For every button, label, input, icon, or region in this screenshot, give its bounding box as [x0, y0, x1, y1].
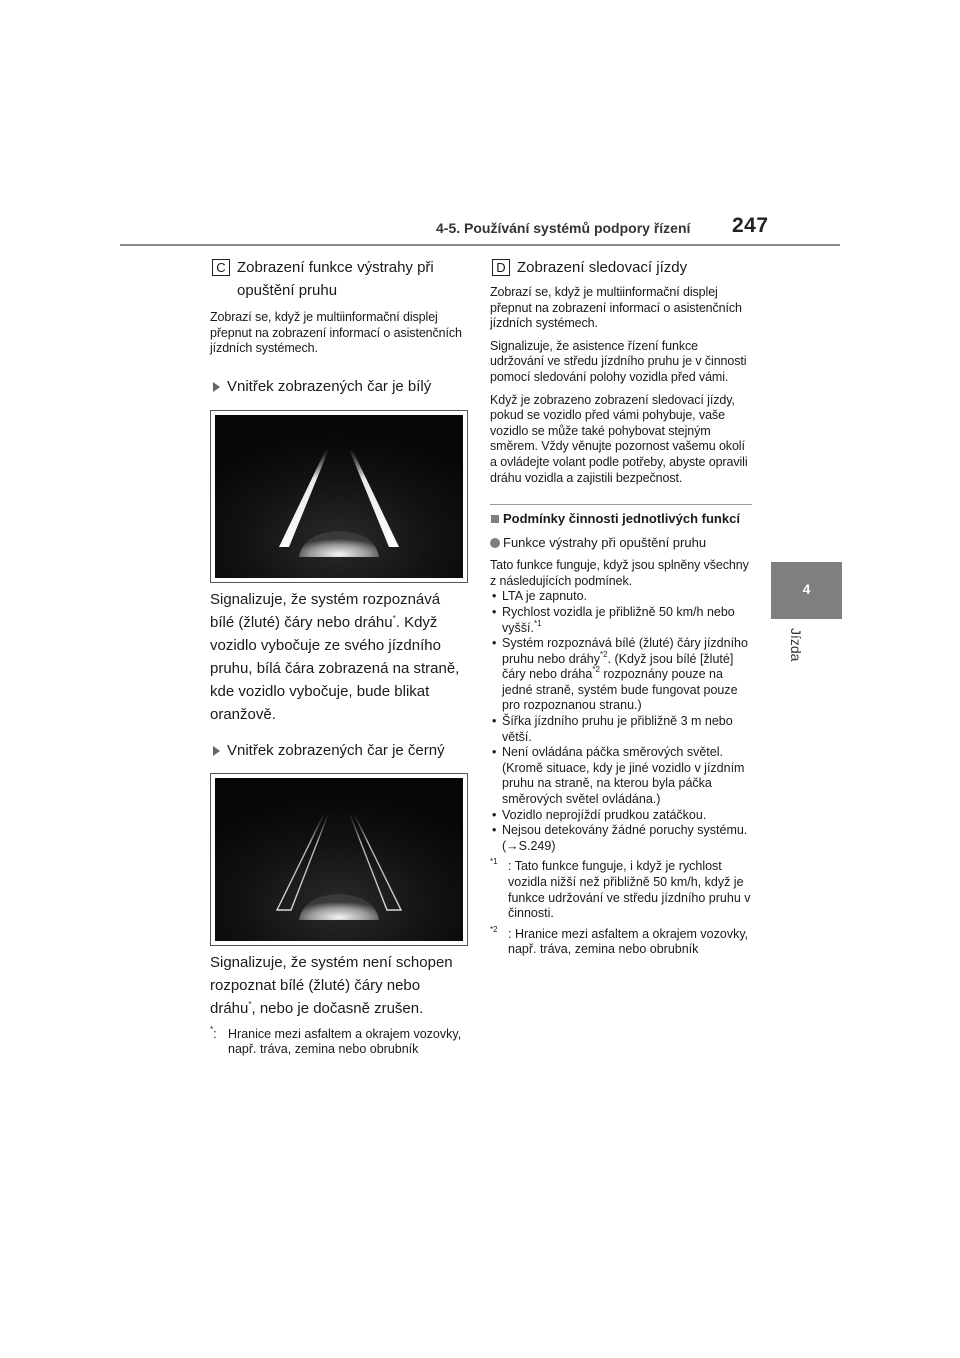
list-item: • Rychlost vozidla je přibližně 50 km/h nebo vyšší.$^{*1}$ [490, 605, 752, 636]
item1-text-a: Signalizuje, že systém rozpoznává bílé (žluté) čáry nebo dráhu [210, 590, 441, 631]
display-figure-black-lines [210, 773, 468, 946]
section-c-heading [210, 256, 468, 302]
right-footnote-2: $^{*2}$ : Hranice mezi asfaltem a okrajem vozovky, např. tráva, zemina nebo obrubník [490, 927, 752, 958]
item-white-lines-text [210, 588, 468, 726]
item-black-lines-text [210, 951, 468, 1020]
chapter-label-text: Jízda [788, 628, 804, 662]
section-d-p3: Když je zobrazeno zobrazení sledovací jízdy, pokud se vozidlo před vámi pohybuje, vaše vozidlo se může také pohybovat stejným směrem. Vždy věnujte pozornost vašemu okolí a ovládejte volant podle potřeby, abyste opravili dráhu vozidla a zajistili bezpečnost. [490, 392, 748, 485]
left-footnote-text: Hranice mezi asfaltem a okrajem vozovky, např. tráva, zemina nebo obrubník [228, 1026, 462, 1057]
left-footnote [210, 1024, 468, 1058]
lane-display-white-illustration [215, 415, 463, 578]
page-number: 247 [732, 214, 769, 237]
conditions-intro: Tato funkce funguje, když jsou splněny všechny z následujících podmínek. [490, 558, 749, 588]
section-c-title: Zobrazení funkce výstrahy při opuštění pruhu [237, 259, 434, 299]
list-item: • Nejsou detekovány žádné poruchy systému. (→S.249) [490, 823, 752, 854]
item2-text-a: Signalizuje, že systém není schopen rozpoznat bílé (žluté) čáry nebo dráhu [210, 953, 453, 1017]
item1-text-b: . Když vozidlo vybočuje ze svého jízdního pruhu, bílá čára zobrazená na straně, kde vozidlo vybočuje, bude blikat oranžově. [210, 613, 460, 723]
subsection-rule [490, 504, 752, 505]
item-black-lines [213, 740, 468, 762]
footnote-1-text: : Tato funkce funguje, i když je rychlost vozidla nižší než přibližně 50 km/h, když je funkce udržování ve středu jízdního pruhu v činnosti. [508, 859, 751, 921]
section-d-title: Zobrazení sledovací jízdy [517, 259, 688, 276]
left-column [210, 256, 468, 1058]
function-title: Funkce výstrahy při opuštění pruhu [503, 535, 707, 551]
item-black-lines-label: Vnitřek zobrazených čar je černý [227, 741, 445, 759]
item1-footnote-ref: * [392, 613, 396, 623]
chapter-tab [771, 562, 842, 619]
triangle-bullet-icon [213, 382, 220, 392]
chapter-number: 4 [802, 581, 811, 597]
triangle-bullet-icon [213, 746, 220, 756]
right-column [490, 256, 752, 958]
function-heading [490, 535, 752, 551]
conditions-list [490, 589, 752, 854]
page-reference-arrow: → [506, 838, 519, 853]
lane-display-black-illustration [215, 778, 463, 941]
section-d-letter: D [492, 259, 510, 276]
list-item: • Není ovládána páčka směrových světel. (Kromě situace, kdy je jiné vozidlo v jízdním pruhu na straně, na kterou byla páčka směrových světel ovládána.) [490, 745, 752, 807]
item-white-lines [213, 376, 468, 398]
subsection-title: Podmínky činnosti jednotlivých funkcí [503, 511, 740, 527]
list-item: • Šířka jízdního pruhu je přibližně 3 m nebo větší. [490, 714, 752, 745]
section-d-p1: Zobrazí se, když je multiinformační displej přepnut na zobrazení informací o asistenčních jízdních systémech. [490, 285, 742, 331]
list-item: • Vozidlo neprojíždí prudkou zatáčkou. [490, 808, 752, 824]
item2-footnote-ref: * [248, 999, 252, 1009]
display-figure-white-lines [210, 410, 468, 583]
chapter-label [788, 628, 808, 688]
right-footnote-1: $^{*1}$ : Tato funkce funguje, i když je rychlost vozidla nižší než přibližně 50 km/h, když je funkce udržování ve středu jízdního pruhu v činnosti. [490, 857, 751, 921]
item2-text-b: , nebo je dočasně zrušen. [251, 999, 424, 1017]
footnote-2-text: : Hranice mezi asfaltem a okrajem vozovky, např. tráva, zemina nebo obrubník [508, 926, 749, 957]
square-bullet-icon [491, 515, 499, 523]
subsection-heading [490, 511, 752, 527]
circle-bullet-icon [490, 538, 500, 548]
list-item: • Systém rozpoznává bílé (žluté) čáry jízdního pruhu nebo dráhy$^{*2}$. (Když jsou bílé [žluté] čáry nebo dráha$^{*2}$ rozpoznány pouze na jedné straně, systém bude fungovat pouze pro rozpoznanou stranu.) [490, 636, 752, 714]
section-d-heading [490, 256, 752, 279]
section-header-title: 4-5. Používání systémů podpory řízení [436, 220, 691, 236]
header-rule [120, 244, 840, 246]
left-footnote-mark: *: [210, 1024, 217, 1041]
section-d-p2: Signalizuje, že asistence řízení funkce udržování ve středu jízdního pruhu je v činnosti pomocí sledování polohy vozidla před vámi. [490, 338, 747, 384]
list-item: • LTA je zapnuto. [490, 589, 752, 605]
item-white-lines-label: Vnitřek zobrazených čar je bílý [227, 377, 432, 395]
section-c-letter: C [212, 259, 230, 276]
section-c-intro: Zobrazí se, když je multiinformační displej přepnut na zobrazení informací o asistenčních jízdních systémech. [210, 310, 462, 356]
